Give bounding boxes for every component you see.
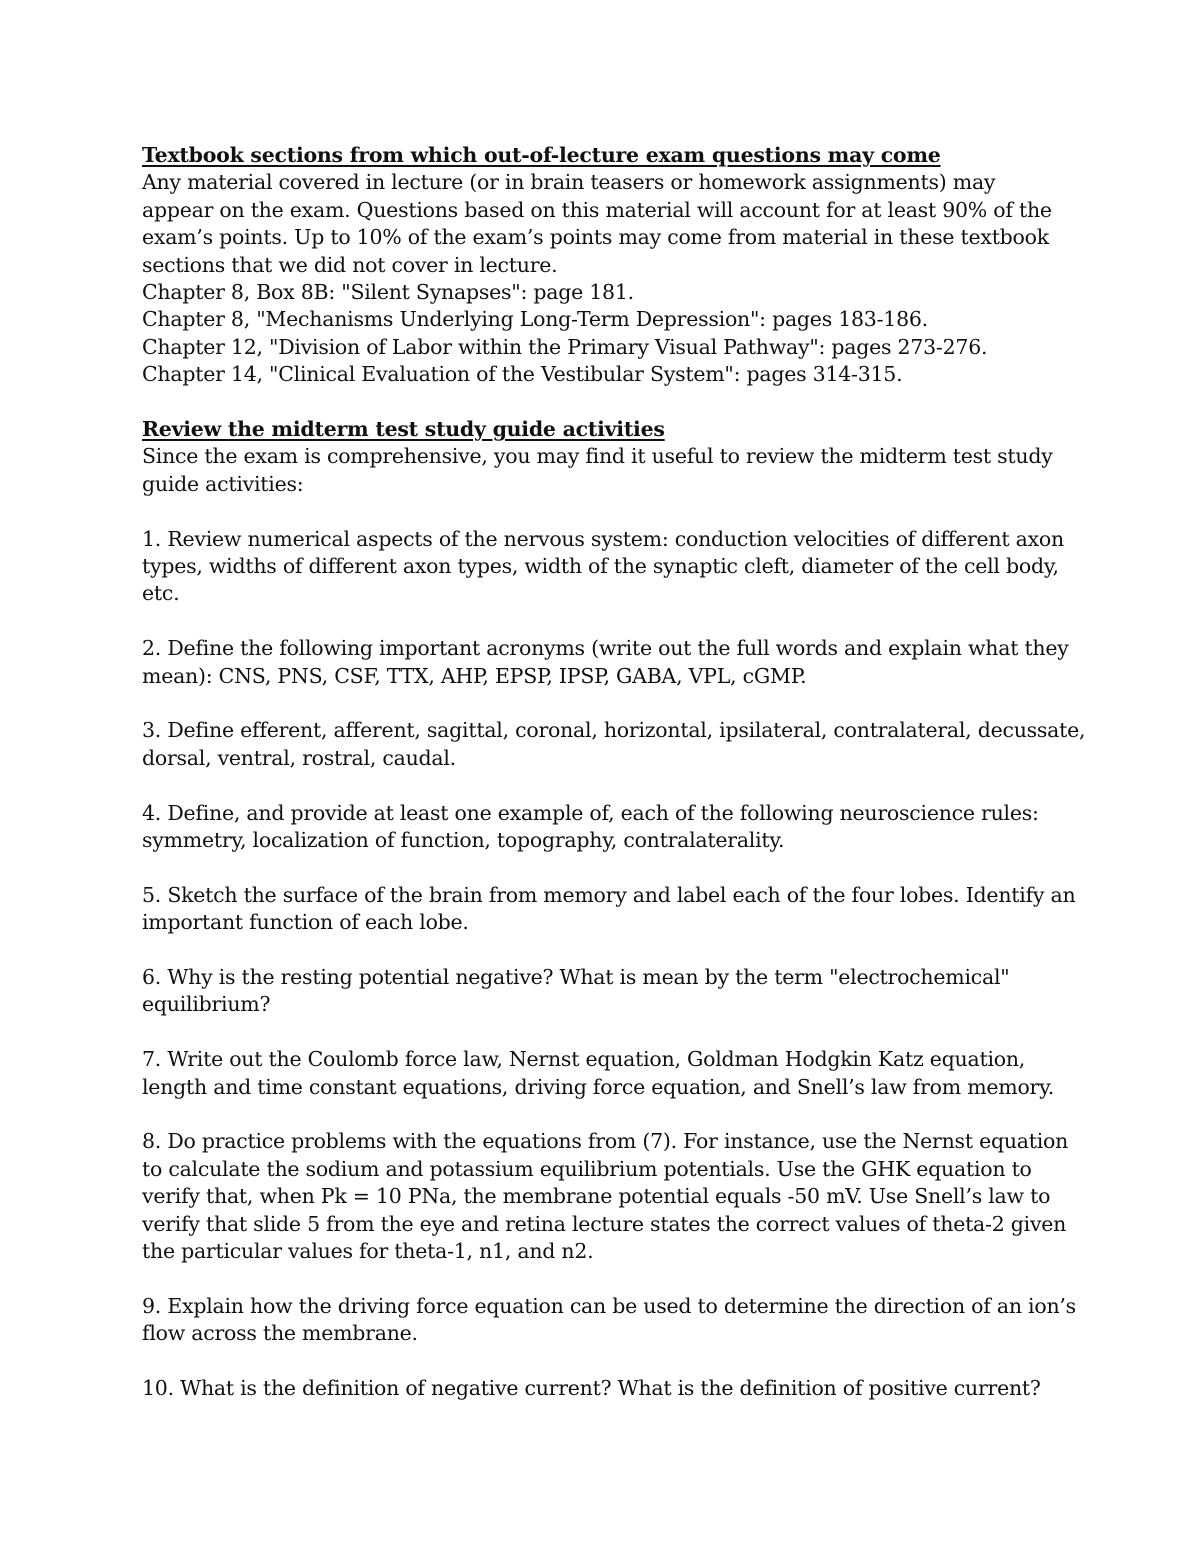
activity-item-7 bbox=[142, 1046, 1072, 1101]
spacer bbox=[142, 854, 1072, 881]
activity-line: length and time constant equations, driving force equation, and Snell’s law from memory. bbox=[142, 1074, 1054, 1099]
activity-item-2 bbox=[142, 635, 1072, 690]
activity-item-10 bbox=[142, 1375, 1072, 1402]
chapter-item: Chapter 14, "Clinical Evaluation of the Vestibular System": pages 314-315. bbox=[142, 362, 903, 387]
spacer bbox=[142, 389, 1072, 416]
document-page bbox=[142, 142, 1086, 1403]
activity-line: dorsal, ventral, rostral, caudal. bbox=[142, 745, 456, 770]
activity-item-1 bbox=[142, 526, 1072, 608]
spacer bbox=[142, 498, 1072, 525]
activity-item-9 bbox=[142, 1293, 1076, 1348]
section-heading-textbook: Textbook sections from which out-of-lecture exam questions may come bbox=[142, 143, 941, 167]
spacer bbox=[142, 937, 1072, 964]
activity-item-8 bbox=[142, 1128, 1072, 1265]
activity-item-3 bbox=[142, 717, 1086, 772]
activity-line: equilibrium? bbox=[142, 992, 271, 1017]
activity-line: 4. Define, and provide at least one example of, each of the following neuroscience rules: bbox=[142, 800, 1039, 825]
section-intro-textbook bbox=[142, 169, 1072, 279]
activity-line: 5. Sketch the surface of the brain from memory and label each of the four lobes. Identify an bbox=[142, 882, 1076, 907]
spacer bbox=[142, 1101, 1072, 1128]
chapter-item: Chapter 12, "Division of Labor within the Primary Visual Pathway": pages 273-276. bbox=[142, 334, 988, 359]
section-intro-midterm bbox=[142, 443, 1072, 498]
activity-line: flow across the membrane. bbox=[142, 1321, 418, 1346]
spacer bbox=[142, 772, 1072, 799]
activity-line: to calculate the sodium and potassium equilibrium potentials. Use the GHK equation to bbox=[142, 1156, 1032, 1181]
activity-line: verify that, when Pk = 10 PNa, the membrane potential equals -50 mV. Use Snell’s law to bbox=[142, 1184, 1051, 1209]
activity-item-6 bbox=[142, 964, 1072, 1019]
activity-line: important function of each lobe. bbox=[142, 910, 469, 935]
activity-line: 3. Define efferent, afferent, sagittal, coronal, horizontal, ipsilateral, contralateral, decussate, bbox=[142, 718, 1086, 743]
activity-line: verify that slide 5 from the eye and retina lecture states the correct values of theta-2 given bbox=[142, 1211, 1067, 1236]
activity-line: symmetry, localization of function, topography, contralaterality. bbox=[142, 828, 785, 853]
intro-line: Any material covered in lecture (or in brain teasers or homework assignments) may bbox=[142, 170, 996, 195]
intro-line: sections that we did not cover in lecture. bbox=[142, 252, 558, 277]
activity-line: 9. Explain how the driving force equation can be used to determine the direction of an ion’s bbox=[142, 1293, 1076, 1318]
activity-line: 6. Why is the resting potential negative? What is mean by the term "electrochemical" bbox=[142, 965, 1010, 990]
activity-line: 7. Write out the Coulomb force law, Nernst equation, Goldman Hodgkin Katz equation, bbox=[142, 1047, 1026, 1072]
spacer bbox=[142, 1266, 1072, 1293]
chapter-item: Chapter 8, Box 8B: "Silent Synapses": page 181. bbox=[142, 280, 634, 305]
activity-line: etc. bbox=[142, 581, 180, 606]
section-textbook-sections bbox=[142, 142, 1072, 389]
spacer bbox=[142, 608, 1072, 635]
section-midterm-review bbox=[142, 416, 1086, 1402]
activity-item-5 bbox=[142, 882, 1076, 937]
section-heading-midterm: Review the midterm test study guide activities bbox=[142, 417, 665, 442]
activity-line: 1. Review numerical aspects of the nervous system: conduction velocities of different axon bbox=[142, 526, 1064, 551]
intro-line: exam’s points. Up to 10% of the exam’s points may come from material in these textbook bbox=[142, 225, 1049, 250]
activity-line: 10. What is the definition of negative current? What is the definition of positive current? bbox=[142, 1376, 1041, 1401]
chapter-list bbox=[142, 279, 1072, 389]
spacer bbox=[142, 690, 1072, 717]
activity-line: the particular values for theta-1, n1, and n2. bbox=[142, 1239, 594, 1264]
chapter-item: Chapter 8, "Mechanisms Underlying Long-Term Depression": pages 183-186. bbox=[142, 307, 928, 332]
spacer bbox=[142, 1348, 1072, 1375]
intro-line: guide activities: bbox=[142, 471, 304, 496]
spacer bbox=[142, 1019, 1072, 1046]
intro-line: appear on the exam. Questions based on this material will account for at least 90% of the bbox=[142, 197, 1052, 222]
activity-line: 2. Define the following important acronyms (write out the full words and explain what they bbox=[142, 636, 1069, 661]
activity-line: mean): CNS, PNS, CSF, TTX, AHP, EPSP, IPSP, GABA, VPL, cGMP. bbox=[142, 663, 807, 688]
activity-line: types, widths of different axon types, width of the synaptic cleft, diameter of the cell body, bbox=[142, 554, 1059, 579]
activity-item-4 bbox=[142, 800, 1072, 855]
intro-line: Since the exam is comprehensive, you may find it useful to review the midterm test study bbox=[142, 444, 1053, 469]
activity-line: 8. Do practice problems with the equations from (7). For instance, use the Nernst equation bbox=[142, 1129, 1069, 1154]
